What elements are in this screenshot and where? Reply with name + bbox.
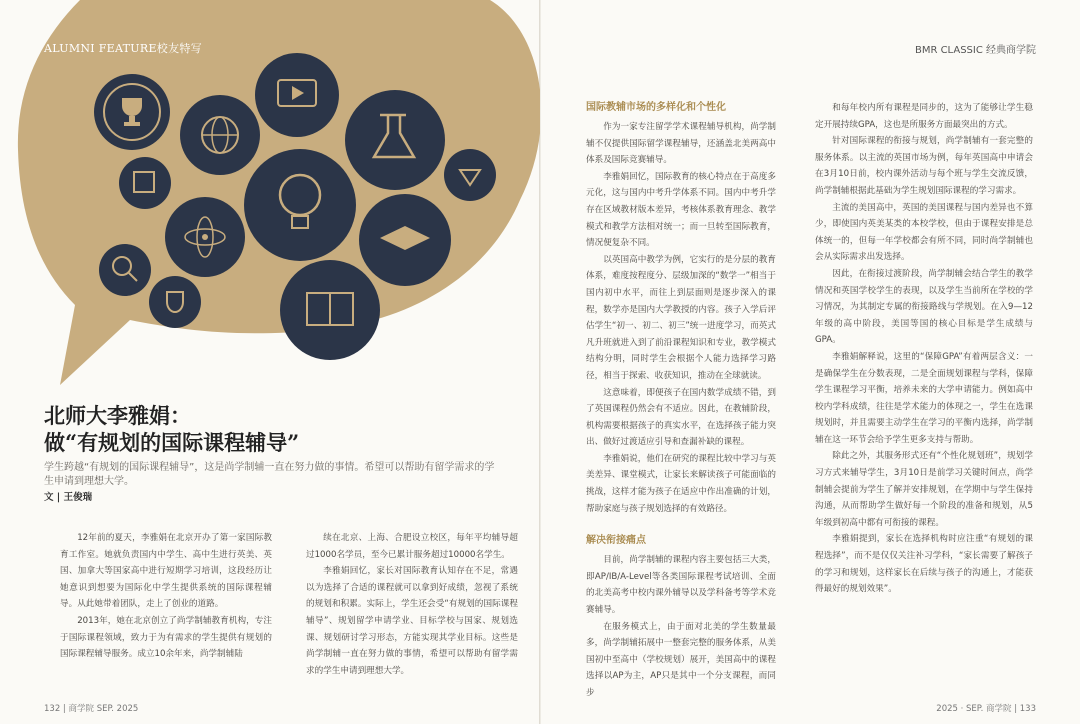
- paragraph: 主流的美国高中，英国的美国课程与国内差异也不算少，即使国内英美某类的本校学校，但由于课程安排是总体统一的，但每一年学校都会有所不同，同时尚学制辅也会从实际需求出发选择。: [815, 202, 1033, 263]
- paragraph: 作为一家专注留学学术课程辅导机构，尚学制辅不仅提供国际留学课程辅导，还涵盖北美两高中体系及国际竞赛辅导。: [586, 122, 776, 166]
- gear-magnifier: [99, 244, 151, 296]
- gear-bulb: [244, 149, 356, 261]
- body-column-4: [815, 100, 1033, 598]
- paragraph: 李雅娟回忆，家长对国际教育认知存在不足，常遇以为选择了合适的课程就可以拿到好成绩，忽视了系统的规划和积累。实际上，学生还会受“有规划的国际课程辅导”、规划留学申请学业、目标学校与国家、规划选课、规划研讨学习形态，方能实现其学业目标。这些是尚学制辅一直在努力做的事情，希望可以帮助有留学需求的学生申请到理想大学。: [306, 566, 518, 676]
- paragraph: 2013年，她在北京创立了尚学制辅教育机构，专注于国际课程领域，致力于为有需求的学生提供有规划的国际课程辅导服务。成立10余年来，尚学制辅陆: [60, 615, 272, 660]
- gear-cap: [359, 194, 451, 286]
- gear-cube: [119, 157, 171, 209]
- body-column-2: [306, 530, 518, 679]
- article-subtitle: 学生跨越“有规划的国际课程辅导”，这是尚学制辅一直在努力做的事情。希望可以帮助有留学需求的学生申请到理想大学。: [44, 462, 495, 487]
- paragraph: 除此之外，其服务形式还有“个性化规划班”，规划学习方式来辅导学生，3月10日是前学习关键时间点，尚学制辅会提前为学生了解并安排规划，在学期中与学生保持沟通，从而帮助学生做好每一个阶段的准备和规划，从5年级到初高中都有可衔接的课程。: [815, 451, 1033, 528]
- paragraph: 续在北京、上海、合肥设立校区，每年平均辅导超过1000名学员，至今已累计服务超过10000名学生。: [306, 533, 518, 560]
- article-title-line1: 北师大李雅娟：: [44, 403, 191, 428]
- author-byline: 文 | 王俊瑞: [44, 492, 93, 503]
- paragraph: 李雅娟提到，家长在选择机构时应注重“有规划的课程选择”，而不是仅仅关注补习学科，“家长需要了解孩子的学习和规划，这样家长在后续与孩子的沟通上，才能获得最好的规划效果”。: [815, 534, 1033, 595]
- body-column-3: [586, 100, 776, 702]
- body-column-1: [60, 530, 272, 663]
- paragraph: 李雅娟回忆，国际教育的核心特点在于高度多元化，这与国内中考升学体系不同。国内中考升学存在区域教材版本差异，考核体系教育理念、教学模式和教学方法相对统一；而一旦转至国际教育，情况便复杂不同。: [586, 171, 776, 249]
- section-heading: 解决衔接痛点: [586, 535, 646, 547]
- paragraph: 12年前的夏天，李雅娟在北京开办了第一家国际教育工作室。她就负责国内中学生、高中生进行英美、英国、加拿大等国家高中进行短期学习培训，这段经历让她意识到想要为国际化中学生提供系统的国际课程辅导。从此她带着团队，走上了创业的道路。: [60, 533, 272, 610]
- gear-globe: [180, 95, 260, 175]
- section-label-left: ALUMNI FEATURE校友特写: [44, 42, 202, 55]
- paragraph: 因此，在衔接过渡阶段，尚学制辅会结合学生的教学情况和英国学校学生的表现，以及学生当前所在学校的学习情况，为其制定专属的衔接路线与学规划。在入9—12年级的高中阶段，美国等国的核心目标是学生成绩与GPA。: [815, 268, 1033, 346]
- section-heading: 国际教辅市场的多样化和个性化: [586, 102, 726, 113]
- article-title-line2: 做“有规划的国际课程辅导”: [44, 430, 300, 455]
- paragraph: 目前，尚学制辅的课程内容主要包括三大类，即AP/IB/A-Level等各类国际课程考试培训、全面的北美高考中校内课外辅导以及学科备考等学术竞赛辅导。: [586, 555, 776, 616]
- gear-book: [280, 260, 380, 360]
- gear-video: [255, 53, 339, 137]
- paragraph: 这意味着，即便孩子在国内数学成绩不错，到了英国课程仍然会有不适应。因此，在教辅阶段，机构需要根据孩子的真实水平，在选择孩子能力突出、做好过渡适应引导和查漏补缺的课程。: [586, 387, 776, 448]
- gear-shield: [149, 276, 201, 328]
- gear-trophy: [94, 74, 170, 150]
- page-footer-left: 132 | 商学院 SEP. 2025: [44, 704, 139, 714]
- page-footer-right: 2025 · SEP. 商学院 | 133: [936, 704, 1036, 714]
- paragraph: 李雅娟说，他们在研究的课程比较中学习与英美差异、课堂模式，让家长来解读孩子可能面临的挑战，这样才能为孩子在适应中作出准确的计划，帮助家庭与孩子规划选择的有效路径。: [586, 453, 776, 514]
- paragraph: 和每年校内所有课程是同步的，这为了能够让学生稳定开展持续GPA，这也是所服务方面最突出的方式。: [815, 103, 1033, 130]
- paragraph: 以英国高中教学为例，它实行的是分层的教育体系，难度按程度分、层级加深的“数学一”相当于国内初中水平，而往上到层面则是逐步深入的课程，数学亦是国内大学教授的内容。孩子入学后评估学生“初一、初二、初三”统一进度学习，而英式凡升班就进入到了前沿课程知识和专业，教学模式结构分明，同时学生会根据个人能力选择学习路径，相当于探索、收获知识，推动在全球就读。: [586, 254, 776, 381]
- paragraph: 针对国际课程的衔接与规划，尚学制辅有一套完整的服务体系。以主流的英国市场为例，每年英国高中申请会在3月10日前，校内课外活动与每个班与学生交流反馈，尚学制辅根据此基础为学生规划国际课程的学习需求。: [815, 136, 1033, 196]
- speech-bubble-illustration: [0, 0, 540, 400]
- gear-gem: [444, 149, 496, 201]
- article-title: [44, 402, 524, 456]
- section-label-right: BMR CLASSIC 经典商学院: [914, 45, 1036, 56]
- gear-atom: [165, 197, 245, 277]
- gear-flask: [345, 90, 445, 190]
- paragraph: 李雅娟解释说，这里的“保障GPA”有着两层含义：一是确保学生在分数表现，二是全面规划课程与学科，保障学生课程学习平衡，培养未来的大学申请能力。例如高中校内学科成绩，往往是学术能力的体现之一，学生在选课规划时，并且需要主动学生在学习的平衡内选择，尚学制辅在这一环节会给予学生更多支持与帮助。: [815, 351, 1033, 445]
- paragraph: 在服务模式上，由于面对北美的学生数量最多，尚学制辅拓展中一整套完整的服务体系，从美国初中至高中（学校规划）展开，美国高中的课程选择以AP为主，AP只是其中一个分支课程，而同步: [586, 621, 776, 698]
